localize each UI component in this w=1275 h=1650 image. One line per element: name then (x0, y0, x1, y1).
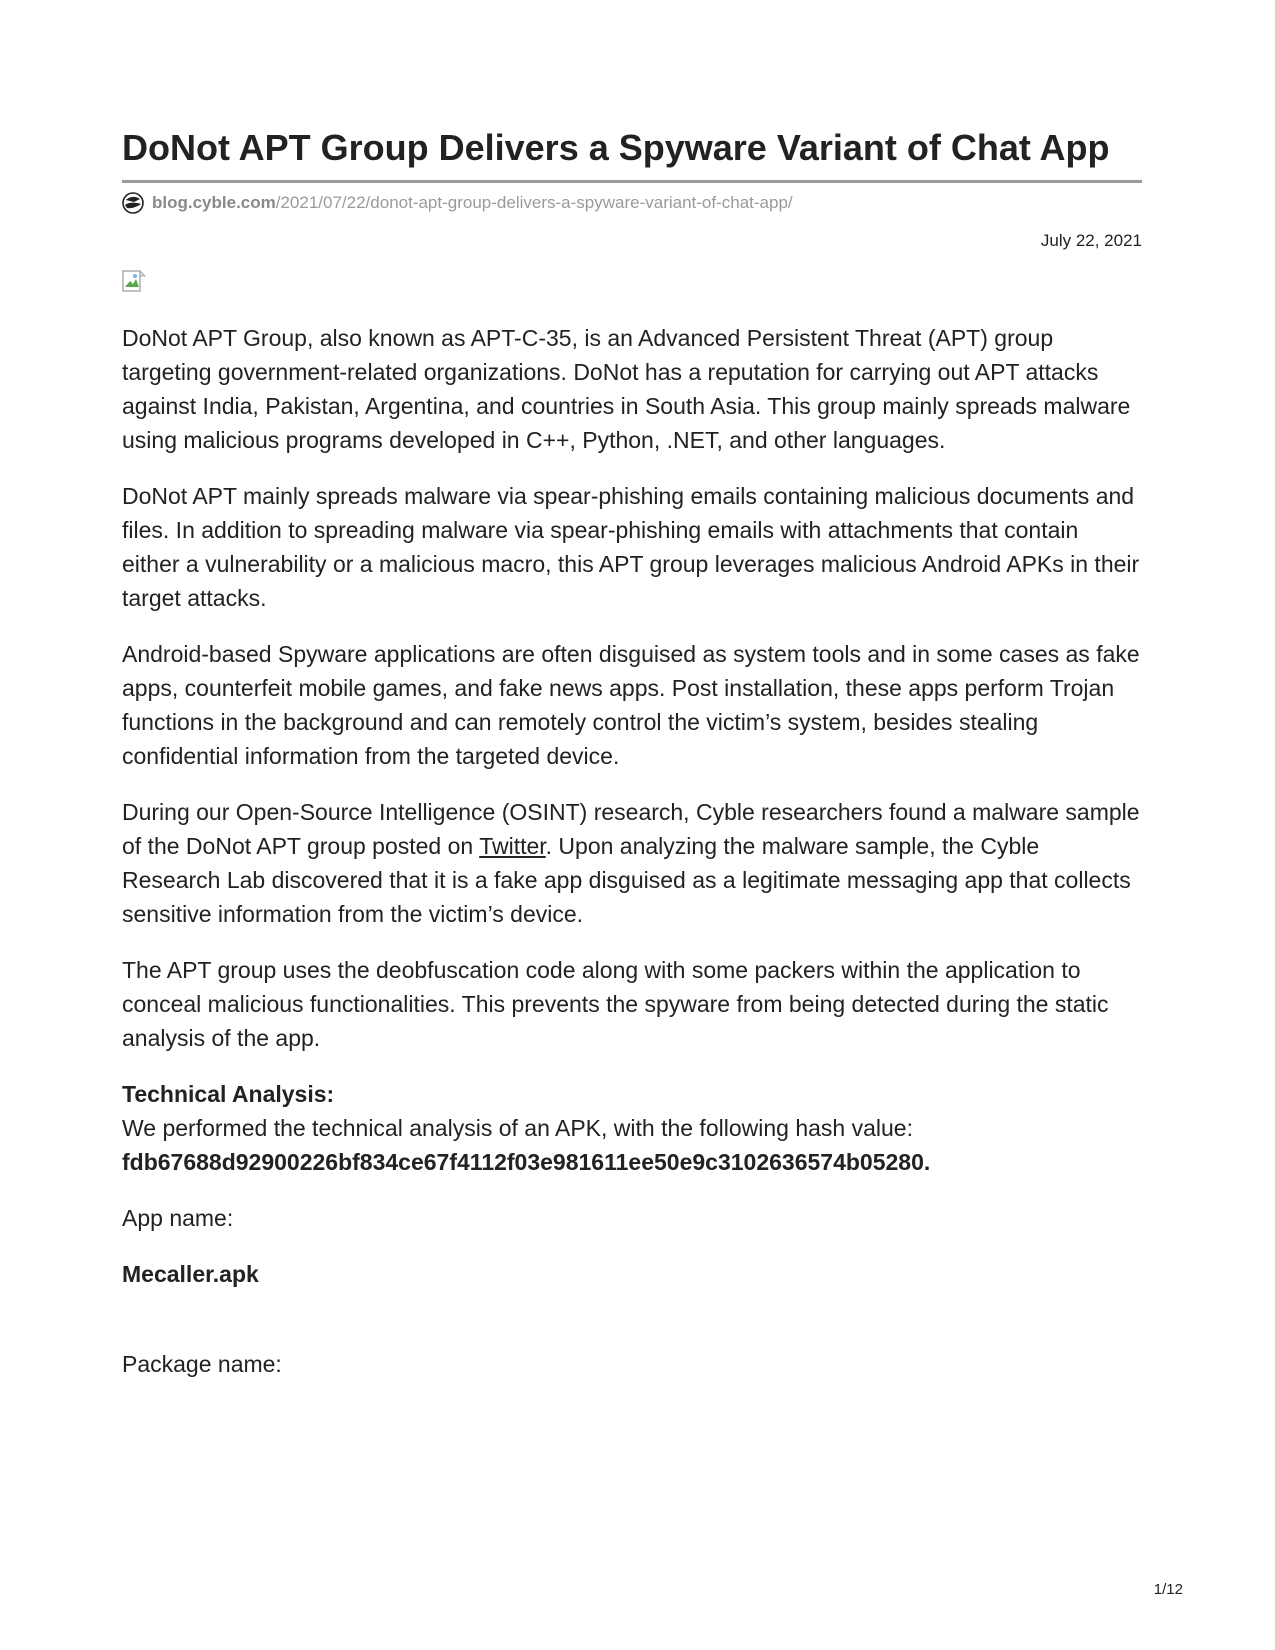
paragraph-intro: DoNot APT Group, also known as APT-C-35, is an Advanced Persistent Threat (APT) group targeting government-related organizations. DoNot has a reputation for carrying out APT attacks against India, Pakistan, Argentina, and countries in South Asia. This group mainly spreads malware using malicious programs developed in C++, Python, .NET, and other languages. (122, 325, 1131, 453)
broken-image-icon (122, 270, 146, 294)
paragraph-spear-phishing: DoNot APT mainly spreads malware via spear-phishing emails containing malicious documents and files. In addition to spreading malware via spear-phishing emails with attachments that contain either a vulnerability or a malicious macro, this APT group leverages malicious Android APKs in their target attacks. (122, 483, 1140, 611)
paragraph-deobfuscation: The APT group uses the deobfuscation code along with some packers within the application to conceal malicious functionalities. This prevents the spyware from being detected during the static analysis of the app. (122, 957, 1109, 1051)
osint-text-after: . Upon analyzing the malware sample, the Cyble Research Lab discovered that it is a fake app disguised as a legitimate messaging app that collects sensitive information from the victim’s device. (122, 833, 1131, 927)
site-favicon-icon (122, 192, 144, 214)
app-name-value: Mecaller.apk (122, 1261, 259, 1287)
osint-text-before: During our Open-Source Intelligence (OSINT) research, Cyble researchers found a malware sample of the DoNot APT group posted on (122, 799, 1140, 859)
page-number: 1/12 (1153, 1581, 1183, 1598)
source-path[interactable]: /2021/07/22/donot-apt-group-delivers-a-spyware-variant-of-chat-app/ (275, 193, 793, 212)
source-line (122, 192, 1142, 214)
article-date: July 22, 2021 (1040, 231, 1142, 250)
twitter-link[interactable]: Twitter (479, 833, 546, 859)
source-domain[interactable]: blog.cyble.com (152, 193, 276, 212)
paragraph-android-spyware: Android-based Spyware applications are often disguised as system tools and in some cases as fake apps, counterfeit mobile games, and fake news apps. Post installation, these apps perform Trojan functions in the background and can remotely control the victim’s system, besides stealing confidential information from the targeted device. (122, 641, 1140, 769)
technical-analysis-intro: We performed the technical analysis of an APK, with the following hash value: (122, 1115, 913, 1141)
apk-hash-value: fdb67688d92900226bf834ce67f4112f03e981611ee50e9c3102636574b05280. (122, 1149, 931, 1175)
paragraph-osint (122, 795, 1142, 931)
technical-analysis-heading: Technical Analysis: (122, 1081, 335, 1107)
app-name-label: App name: (122, 1205, 234, 1231)
article (122, 126, 1142, 1381)
article-title: DoNot APT Group Delivers a Spyware Variant of Chat App (122, 127, 1110, 168)
package-name-label: Package name: (122, 1351, 282, 1377)
title-divider (122, 180, 1142, 183)
